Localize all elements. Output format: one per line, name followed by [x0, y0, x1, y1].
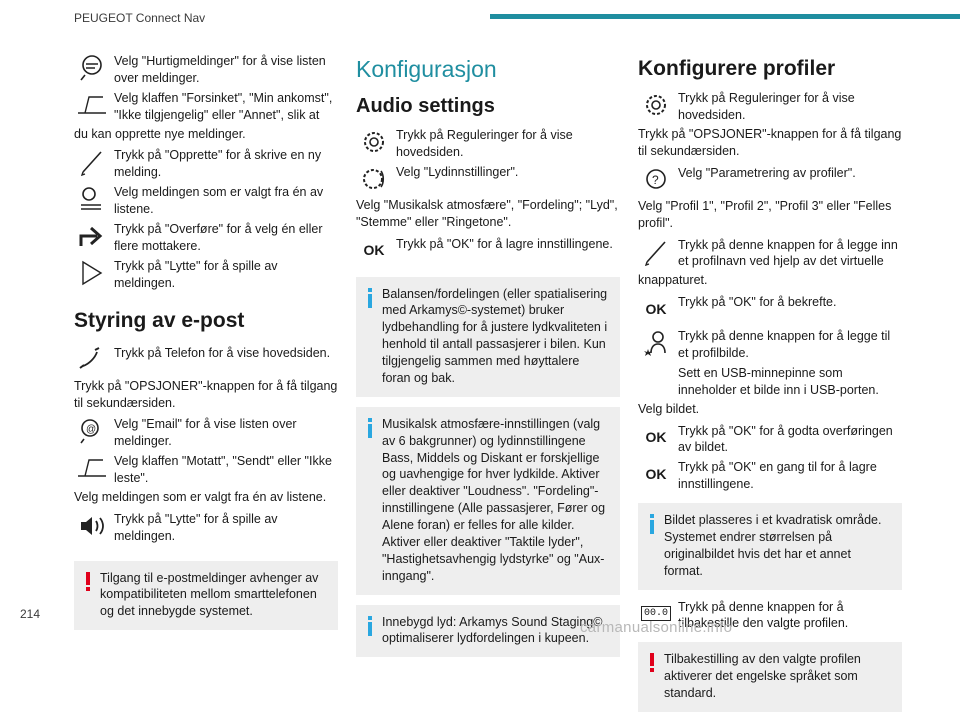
paragraph: Velg "Musikalsk atmosfære", "Fordeling"; "Lyd", "Stemme" eller "Ringetone". [356, 197, 618, 229]
list-item [74, 220, 338, 255]
column-audio [356, 52, 620, 665]
item-text: Velg klaffen "Motatt", "Sendt" eller "Ikke leste". [114, 454, 332, 486]
list-item [638, 236, 902, 271]
list-item [638, 89, 902, 124]
item-text: Trykk på denne knappen for å legge til et profilbilde. [678, 329, 891, 361]
exclamation-icon [648, 653, 656, 678]
paragraph: Velg bildet. [638, 401, 700, 416]
usb-icon [638, 364, 674, 396]
exclamation-icon [84, 572, 92, 597]
item-text: Trykk på "OK" for å bekrefte. [678, 295, 837, 310]
item-text: Sett en USB-minnepinne som inneholder et bilde inn i USB-porten. [678, 365, 879, 397]
item-text: Trykk på "OK" en gang til for å lagre innstillingene. [678, 460, 877, 492]
sound-settings-icon [356, 163, 392, 195]
info-box [356, 407, 620, 595]
item-text: Velg klaffen "Forsinket", "Min ankomst", "Ikke tilgjengelig" eller "Annet", slik at [114, 90, 333, 122]
info-text: Innebygd lyd: Arkamys Sound Staging© optimaliserer lydfordelingen i kupeen. [382, 614, 603, 646]
list-item [74, 257, 338, 292]
info-icon [366, 288, 374, 313]
info-text: Balansen/fordelingen (eller spatialisering med Arkamys©-systemet) bruker lydbehandling for å justere lydkvaliteten i henhold til antall passasjerer i bilen. Kun tilgjengelig sammen med høyttalere foran og bak. [382, 286, 608, 385]
list-item [638, 164, 902, 196]
section-heading: Audio settings [356, 95, 495, 118]
list-item [74, 52, 338, 87]
email-icon [74, 415, 110, 447]
column-messages [74, 52, 338, 638]
item-text: Trykk på Reguleringer for å vise hovedsiden. [678, 91, 855, 123]
quick-messages-icon [74, 52, 110, 84]
item-text: Velg "Lydinnstillinger". [396, 164, 519, 179]
list-item [638, 364, 902, 399]
page-title: Konfigurasjon [356, 56, 497, 82]
item-text: Trykk på "OK" for å lagre innstillingene. [396, 236, 613, 251]
gear-icon [638, 89, 674, 121]
page-number: 214 [20, 607, 41, 621]
info-box [356, 277, 620, 397]
item-text: Velg "Hurtigmeldinger" for å vise listen over meldinger. [114, 54, 326, 85]
paragraph: du kan opprette nye meldinger. [74, 126, 246, 141]
warning-text: Tilbakestilling av den valgte profilen aktiverer det engelske språket som standard. [664, 652, 861, 701]
info-icon [366, 418, 374, 443]
info-box [638, 503, 902, 590]
item-text: Trykk på "Opprette" for å skrive en ny melding. [114, 148, 322, 180]
list-item [74, 146, 338, 181]
list-item [356, 235, 620, 267]
paragraph: Trykk på "OPSJONER"-knappen for å få tilgang til sekundærsiden. [638, 127, 902, 158]
info-text: Bildet plasseres i et kvadratisk område. Systemet endrer størrelsen på originalbildet hvis det har et annet format. [664, 513, 882, 578]
list-item [638, 458, 902, 493]
phone-icon [74, 344, 110, 376]
section-heading: Styring av e-post [74, 309, 245, 333]
info-icon [648, 514, 656, 539]
list-item [638, 422, 902, 457]
ok-icon: OK [645, 300, 667, 317]
play-icon [74, 257, 110, 289]
list-item [356, 163, 620, 195]
item-text: Trykk på "Lytte" for å spille av meldingen. [114, 258, 278, 290]
paragraph: Velg meldingen som er valgt fra én av listene. [74, 489, 327, 504]
ok-icon: OK [645, 429, 667, 446]
item-text: Trykk på Telefon for å vise hovedsiden. [114, 345, 331, 360]
item-text: Trykk på Reguleringer for å vise hovedsiden. [396, 128, 573, 159]
ok-icon: OK [645, 465, 667, 482]
item-text: Trykk på denne knappen for å legge inn et profilnavn ved hjelp av det virtuelle [678, 237, 898, 269]
info-icon [366, 616, 374, 641]
list-item [74, 452, 338, 487]
profile-settings-icon [638, 164, 674, 196]
forward-icon [74, 220, 110, 252]
item-text: Velg meldingen som er valgt fra én av listene. [114, 185, 324, 216]
gear-icon [356, 126, 392, 158]
warning-box [74, 561, 338, 631]
list-item [74, 510, 338, 545]
list-item [74, 415, 338, 450]
profile-picture-icon [638, 327, 674, 359]
svg-text:@: @ [86, 424, 97, 436]
list-item [74, 89, 338, 124]
tab-icon [74, 89, 110, 121]
list-item [638, 293, 902, 325]
item-text: Velg "Email" for å vise listen over meldinger. [114, 417, 297, 449]
item-text: Trykk på denne knappen for å tilbakestille den valgte profilen. [678, 599, 849, 631]
paragraph: Velg "Profil 1", "Profil 2", "Profil 3" eller "Felles profil". [638, 198, 892, 230]
list-item [74, 183, 338, 218]
tab-icon [74, 452, 110, 484]
list-item [356, 126, 620, 161]
pencil-icon [74, 146, 110, 178]
list-item [74, 344, 338, 376]
paragraph: Trykk på "OPSJONER"-knappen for å få tilgang til sekundærsiden. [74, 378, 338, 410]
ok-icon: OK [363, 242, 385, 259]
pencil-icon [638, 236, 674, 268]
running-header: PEUGEOT Connect Nav [74, 11, 206, 25]
item-text: Trykk på "Lytte" for å spille av meldingen. [114, 511, 278, 543]
speaker-icon [74, 510, 110, 542]
item-text: Velg "Parametrering av profiler". [678, 165, 856, 180]
item-text: Trykk på "OK" for å godta overføringen av bildet. [678, 423, 893, 455]
section-heading: Konfigurere profiler [638, 57, 836, 80]
footer-watermark: carmanualsonline.info [580, 619, 733, 636]
info-text: Musikalsk atmosfære-innstillingen (valg av 6 bakgrunner) og lydinnstillingene Bass, Middels og Diskant er forskjellige og uavhengige for hver lydkilde. Aktiver eller deaktiver "Loudness". "Fordeling"-innstillingene (Alle passasjerer, Fører og Alene foran) er felles for alle kilder. Aktiver eller deaktiver "Taktile lyder", "Hastighetsavhengig lydstyrke" og "Aux-inngang". [382, 416, 606, 583]
message-list-icon [74, 183, 110, 215]
warning-text: Tilgang til e-postmeldinger avhenger av kompatibiliteten mellom smarttelefonen og det innebygde systemet. [100, 570, 319, 619]
header-accent-bar [490, 14, 960, 19]
warning-box [638, 642, 902, 712]
svg-text:?: ? [652, 172, 659, 187]
reset-icon: 00.0 [638, 598, 674, 630]
item-text: Trykk på "Overføre" for å velg én eller flere mottakere. [114, 221, 323, 253]
paragraph: knappaturet. [638, 273, 708, 288]
list-item [638, 327, 902, 362]
